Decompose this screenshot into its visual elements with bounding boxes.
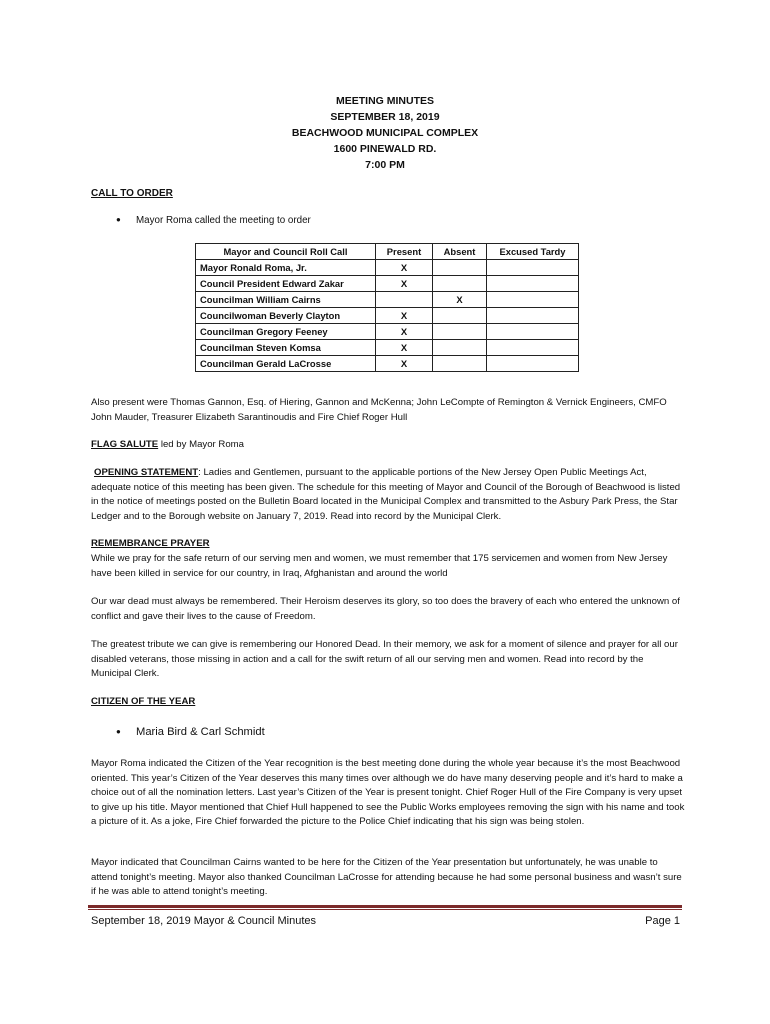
tardy-mark (487, 260, 579, 276)
member-name: Councilman William Cairns (196, 292, 376, 308)
roll-call-header-present: Present (376, 244, 433, 260)
header-line-time: 7:00 PM (365, 159, 405, 171)
remembrance-paragraph-2: Our war dead must always be remembered. Their Heroism deserves its glory, so too does the bravery of each who entered the unknown of conflict and gave their lives to the cause of Freedom. (91, 596, 680, 622)
opening-statement-text: : Ladies and Gentlemen, pursuant to the applicable portions of the New Jersey Open Public Meetings Act, adequate notice of this meeting has been given. The schedule for this meeting of Mayor and Council of the Borough of Beachwood is listed in the notice of meetings posted on the Bulletin Board located in the Municipal Complex and transmitted to the Asbury Park Press, the Star Ledger and to the Borough website on January 7, 2019. Read into record by the Municipal Clerk. (91, 467, 681, 522)
absent-mark (433, 356, 487, 372)
footer-title: September 18, 2019 Mayor & Council Minutes (91, 915, 317, 927)
header-line-title: MEETING MINUTES (335, 95, 434, 107)
citizen-bullet (116, 726, 265, 738)
call-to-order-heading: CALL TO ORDER (91, 188, 173, 199)
citizen-names: Maria Bird & Carl Schmidt (136, 726, 265, 738)
document-header (0, 93, 770, 173)
footer-rule-thin (88, 909, 682, 910)
flag-salute-label: FLAG SALUTE (91, 439, 159, 450)
tardy-mark (487, 340, 579, 356)
roll-call-header-row (196, 244, 579, 260)
tardy-mark (487, 308, 579, 324)
citizen-paragraph-1: Mayor Roma indicated the Citizen of the Year recognition is the best meeting done during the whole year because it’s the most Beachwood oriented. This year’s Citizen of the Year deserves this many times over although we do have many deserving people and it’s hard to make a choice out of all the nomination letters. Last year’s Citizen of the Year is present tonight. Chief Roger Hull of the Fire Company is very upset to give up his title. Mayor mentioned that Chief Hull happened to see the Public Works employees removing the sign with his name and took a picture of it. As a joke, Fire Chief forwarded the picture to the Police Chief indicating that his sign was being stolen. (91, 758, 685, 828)
remembrance-paragraph-1: While we pray for the safe return of our serving men and women, we must remember that 175 servicemen and women from New Jersey have been killed in service for our country, in Iraq, Afghanistan and around the world (91, 553, 668, 579)
present-mark: X (376, 260, 433, 276)
tardy-mark (487, 292, 579, 308)
flag-salute-paragraph (91, 438, 686, 453)
call-to-order-text: Mayor Roma called the meeting to order (136, 215, 311, 226)
member-name: Councilman Gerald LaCrosse (196, 356, 376, 372)
remembrance-paragraph-3: The greatest tribute we can give is remembering our Honored Dead. In their memory, we ask for a moment of silence and prayer for all our disabled veterans, those missing in action and a call for the swift return of all our serving men and women. Read into record by the Municipal Clerk. (91, 639, 678, 680)
table-row (196, 308, 579, 324)
citizen-paragraph-2: Mayor indicated that Councilman Cairns wanted to be here for the Citizen of the Year presentation but unfortunately, he was unable to attend tonight’s meeting. Mayor also thanked Councilman LaCrosse for attending because he had some personal business and wasn’t sure if he was able to attend tonight’s meeting. (91, 857, 682, 898)
member-name: Councilwoman Beverly Clayton (196, 308, 376, 324)
present-mark: X (376, 356, 433, 372)
opening-statement-label: OPENING STATEMENT (94, 467, 199, 478)
call-to-order-bullet (116, 215, 311, 226)
tardy-mark (487, 324, 579, 340)
present-mark: X (376, 324, 433, 340)
absent-mark (433, 276, 487, 292)
roll-call-header-tardy: Excused Tardy (487, 244, 579, 260)
present-mark (376, 292, 433, 308)
absent-mark (433, 340, 487, 356)
header-line-address: 1600 PINEWALD RD. (333, 143, 437, 155)
also-present-paragraph: Also present were Thomas Gannon, Esq. of Hiering, Gannon and McKenna; John LeCompte of Remington & Vernick Engineers, CMFO John Mauder, Treasurer Elizabeth Sarantinoudis and Fire Chief Roger Hull (91, 397, 667, 423)
member-name: Councilman Gregory Feeney (196, 324, 376, 340)
footer-rule (88, 905, 682, 908)
remembrance-heading: REMEMBRANCE PRAYER (91, 538, 210, 549)
table-row (196, 276, 579, 292)
page-number: Page 1 (645, 915, 680, 927)
table-row (196, 340, 579, 356)
bullet-icon: ● (116, 215, 121, 224)
present-mark: X (376, 276, 433, 292)
header-line-date: SEPTEMBER 18, 2019 (330, 111, 440, 123)
table-row (196, 292, 579, 308)
roll-call-header-absent: Absent (433, 244, 487, 260)
citizen-heading: CITIZEN OF THE YEAR (91, 696, 196, 707)
absent-mark: X (433, 292, 487, 308)
absent-mark (433, 260, 487, 276)
present-mark: X (376, 340, 433, 356)
tardy-mark (487, 276, 579, 292)
header-line-venue: BEACHWOOD MUNICIPAL COMPLEX (291, 127, 479, 139)
roll-call-header-name: Mayor and Council Roll Call (196, 244, 376, 260)
table-row (196, 260, 579, 276)
present-mark: X (376, 308, 433, 324)
table-row (196, 324, 579, 340)
tardy-mark (487, 356, 579, 372)
member-name: Council President Edward Zakar (196, 276, 376, 292)
bullet-icon: ● (116, 727, 121, 736)
absent-mark (433, 324, 487, 340)
table-row (196, 356, 579, 372)
flag-salute-text: led by Mayor Roma (158, 439, 244, 450)
roll-call-table (195, 243, 579, 372)
absent-mark (433, 308, 487, 324)
member-name: Councilman Steven Komsa (196, 340, 376, 356)
member-name: Mayor Ronald Roma, Jr. (196, 260, 376, 276)
opening-statement-paragraph (91, 466, 686, 524)
